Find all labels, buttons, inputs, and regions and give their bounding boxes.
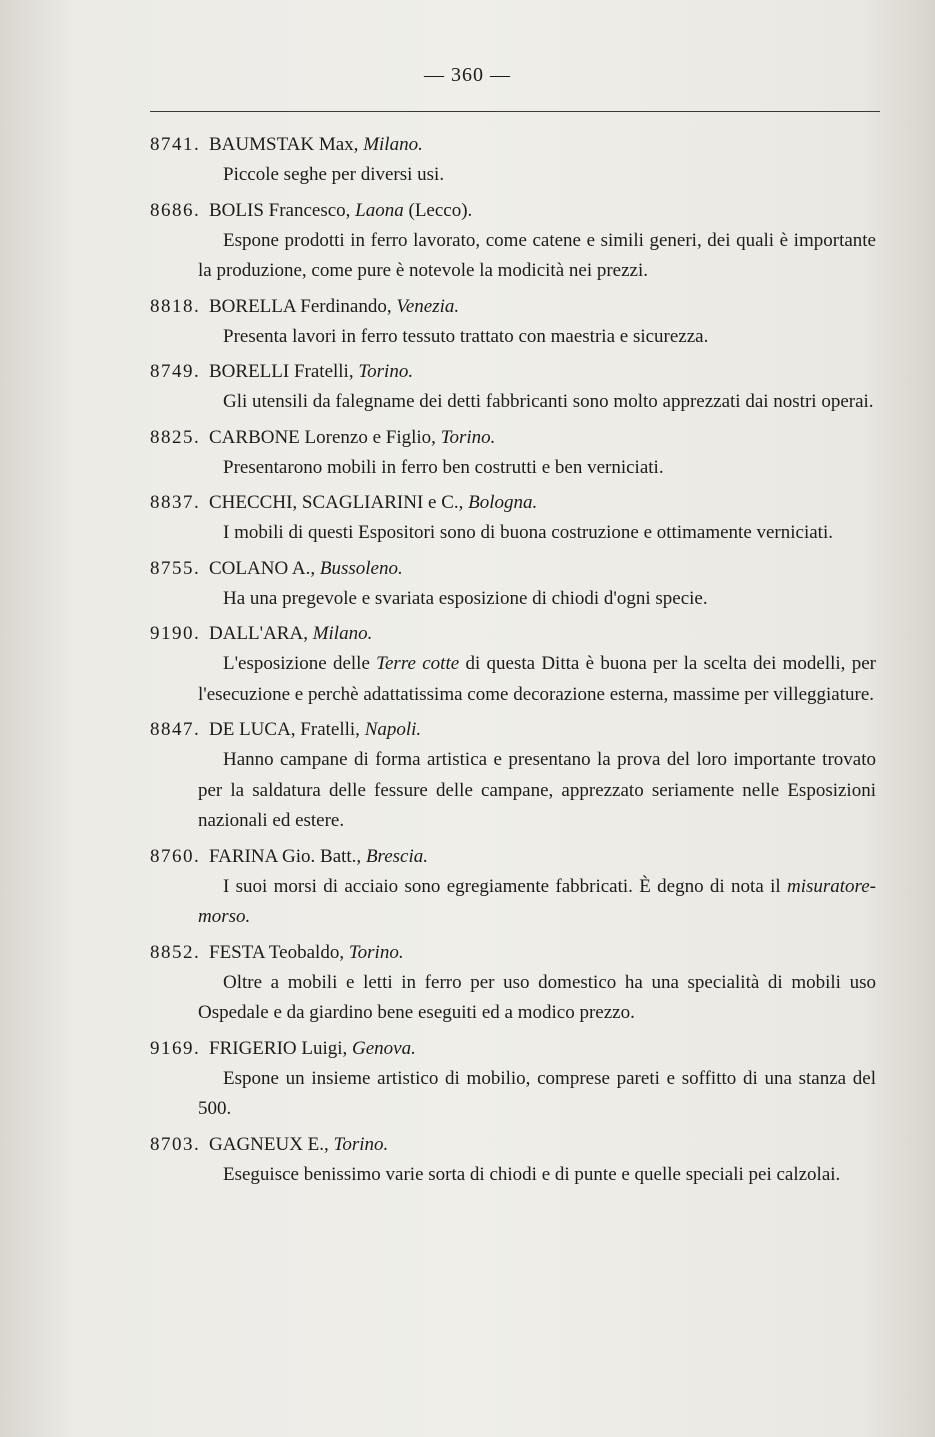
entry	[150, 842, 876, 933]
entry-city: Torino.	[348, 941, 404, 963]
entry-city: Torino.	[333, 1133, 389, 1155]
entry-list	[150, 130, 876, 1195]
italic-term: misuratore-morso.	[198, 875, 876, 927]
entry-number: 8760.	[150, 845, 201, 867]
entry-description: Gli utensili da falegname dei detti fabbricanti sono molto apprezzati dai nostri operai.	[223, 391, 874, 412]
entry-description: Eseguisce benissimo varie sorta di chiodi e di punte e quelle speciali pei calzolai.	[223, 1163, 841, 1185]
entry-heading	[150, 1130, 876, 1160]
entry	[150, 554, 876, 615]
entry-city: Milano.	[363, 134, 423, 155]
entry-name: FESTA Teobaldo,	[209, 941, 345, 963]
entry	[150, 292, 876, 353]
entry	[150, 130, 876, 191]
entry-city: Venezia.	[396, 295, 460, 317]
entry-heading	[150, 938, 876, 968]
entry-number: 8741.	[150, 134, 201, 155]
entry-heading	[150, 715, 876, 745]
entry	[150, 1034, 876, 1125]
entry-number: 8686.	[150, 199, 201, 221]
entry-city: Bologna.	[468, 492, 538, 513]
entry-number: 8703.	[150, 1133, 201, 1155]
entry-number: 8837.	[150, 492, 201, 513]
entry-description: Oltre a mobili e letti in ferro per uso domestico ha una specialità di mobili uso Ospedale e da giardino bene eseguiti ed a modico prezzo.	[198, 971, 876, 1023]
entry-description: Ha una pregevole e svariata esposizione di chiodi d'ogni specie.	[223, 587, 708, 609]
entry	[150, 488, 876, 549]
entry-heading	[150, 488, 876, 518]
entry-description: Espone prodotti in ferro lavorato, come catene e simili generi, dei quali è importante la produzione, come pure è notevole la modicità nei prezzi.	[198, 229, 876, 281]
page-number: — 360 —	[424, 64, 511, 86]
entry-heading	[150, 423, 876, 453]
entry-number: 9190.	[150, 623, 201, 644]
entry-heading	[150, 130, 876, 160]
entry	[150, 196, 876, 287]
entry-number: 8852.	[150, 941, 201, 963]
entry-description: L'esposizione delle Terre cotte di questa Ditta è buona per la scelta dei modelli, per l'esecuzione e perchè adattatissima come decorazione esterna, massime per villeggiature.	[198, 653, 876, 705]
entry-number: 9169.	[150, 1037, 201, 1059]
entry-description: Piccole seghe per diversi usi.	[223, 164, 445, 185]
entry-description: I mobili di questi Espositori sono di buona costruzione e ottimamente verniciati.	[223, 522, 833, 543]
entry-heading	[150, 357, 876, 387]
entry-city: Torino.	[358, 361, 414, 382]
entry-city: Laona	[355, 199, 404, 221]
entry-name: CARBONE Lorenzo e Figlio,	[209, 426, 436, 448]
entry-number: 8847.	[150, 719, 201, 740]
entry-name: COLANO A.,	[209, 557, 316, 579]
entry-name: BORELLA Ferdinando,	[209, 295, 392, 317]
entry-description: Hanno campane di forma artistica e presentano la prova del loro importante trovato per la saldatura delle fessure delle campane, apprezzato seriamente nelle Esposizioni nazionali ed estere.	[198, 749, 876, 831]
entry-description: Espone un insieme artistico di mobilio, comprese pareti e soffitto di una stanza del 500.	[198, 1067, 876, 1119]
entry-description: I suoi morsi di acciaio sono egregiamente fabbricati. È degno di nota il misuratore-morso.	[198, 875, 876, 927]
entry-number: 8818.	[150, 295, 201, 317]
entry-heading	[150, 842, 876, 872]
entry-city: Brescia.	[365, 845, 429, 867]
entry-city: Torino.	[440, 426, 496, 448]
entry-name: FARINA Gio. Batt.,	[209, 845, 362, 867]
entry-number: 8755.	[150, 557, 201, 579]
entry-name: FRIGERIO Luigi,	[209, 1037, 348, 1059]
entry-name: BOLIS Francesco,	[209, 199, 351, 221]
entry	[150, 357, 876, 418]
entry-heading	[150, 1034, 876, 1064]
entry-heading	[150, 292, 876, 322]
entry-number: 8825.	[150, 426, 201, 448]
entry	[150, 938, 876, 1029]
entry-description: Presenta lavori in ferro tessuto trattato con maestria e sicurezza.	[223, 325, 709, 347]
entry-name: DE LUCA, Fratelli,	[209, 719, 360, 740]
entry-name: GAGNEUX E.,	[209, 1133, 329, 1155]
entry-heading	[150, 196, 876, 226]
entry-city: Napoli.	[364, 719, 422, 740]
entry-description: Presentarono mobili in ferro ben costrutti e ben verniciati.	[223, 456, 664, 478]
entry-name: BAUMSTAK Max,	[209, 134, 359, 155]
entry	[150, 423, 876, 484]
entry-heading	[150, 554, 876, 584]
entry-city: Milano.	[312, 623, 373, 644]
entry-name: CHECCHI, SCAGLIARINI e C.,	[209, 492, 464, 513]
entry-city: Genova.	[352, 1037, 416, 1059]
entry-city: Bussoleno.	[319, 557, 403, 579]
italic-term: Terre cotte	[376, 653, 460, 674]
entry-name: DALL'ARA,	[209, 623, 308, 644]
header-rule	[150, 111, 880, 112]
entry	[150, 715, 876, 837]
entry-number: 8749.	[150, 361, 201, 382]
entry	[150, 1130, 876, 1191]
entry-heading	[150, 619, 876, 649]
entry	[150, 619, 876, 710]
entry-name: BORELLI Fratelli,	[209, 361, 354, 382]
entry-province: (Lecco).	[408, 199, 473, 221]
